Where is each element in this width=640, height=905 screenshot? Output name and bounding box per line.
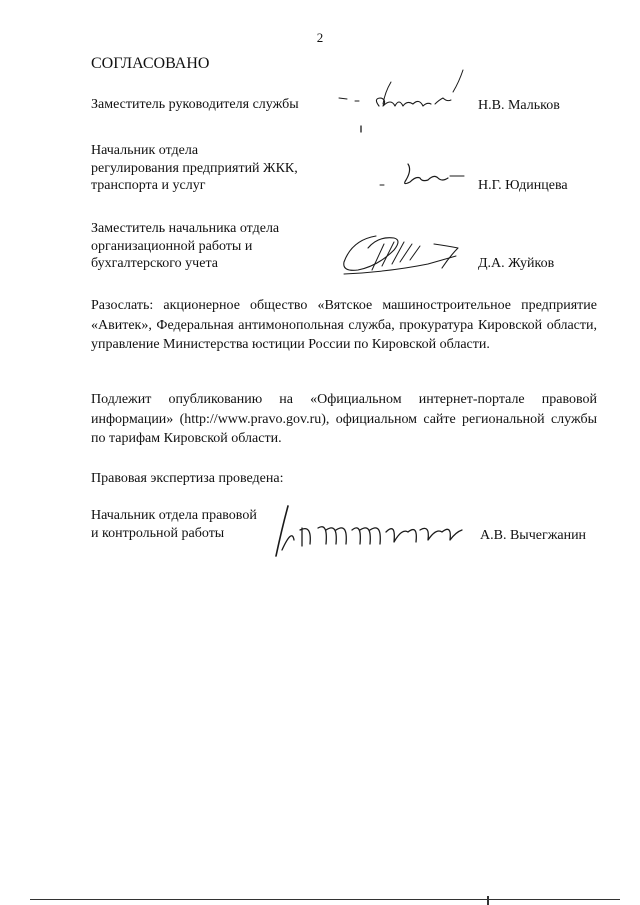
distribution-list: Разослать: акционерное общество «Вятское машиностроительное предприятие «Авитек», Федеральная антимонопольная служба, прокуратура Кировской области, управление Министерства юстиции России по Кировской области. <box>91 298 597 352</box>
signatory-title-deputy-department-head <box>91 220 341 273</box>
signatory-title-line: и контрольной работы <box>91 525 225 541</box>
signatory-title-line: Заместитель руководителя службы <box>91 97 299 112</box>
signatory-title-deputy-head <box>91 96 341 114</box>
signatory-name-zhuikov: Д.А. Жуйков <box>478 256 555 271</box>
signatory-name-malkov: Н.В. Мальков <box>478 98 560 113</box>
signature-vychegzhanin <box>268 498 468 564</box>
signatory-title-line: Начальник отдела <box>91 143 199 158</box>
bottom-tick-mark <box>487 896 489 905</box>
signatory-title-line: регулирования предприятий ЖКК, <box>91 160 298 176</box>
signature-malkov <box>335 68 475 138</box>
signatory-title-line: организационной работы и <box>91 238 253 254</box>
signature-zhuikov <box>338 226 468 284</box>
signatory-title-line: Начальник отдела правовой <box>91 508 257 523</box>
page-number: 2 <box>316 30 324 45</box>
bottom-rule <box>30 899 620 900</box>
signatory-name-yudintseva: Н.Г. Юдинцева <box>478 178 568 193</box>
legal-review-note: Правовая экспертиза проведена: <box>91 471 284 486</box>
publication-notice: Подлежит опубликованию на «Официальном интернет-портале правовой информации» (http://www.pravo.gov.ru), официальном сайте региональной службы по тарифам Кировской области. <box>91 392 597 446</box>
signatory-name-vychegzhanin: А.В. Вычегжанин <box>480 528 587 543</box>
approved-heading: СОГЛАСОВАНО <box>91 55 210 72</box>
signatory-title-line: бухгалтерского учета <box>91 256 218 271</box>
signatory-title-line: Заместитель начальника отдела <box>91 221 280 236</box>
signature-yudintseva <box>378 160 468 200</box>
signatory-title-department-head <box>91 142 341 195</box>
signatory-title-line: транспорта и услуг <box>91 178 206 193</box>
